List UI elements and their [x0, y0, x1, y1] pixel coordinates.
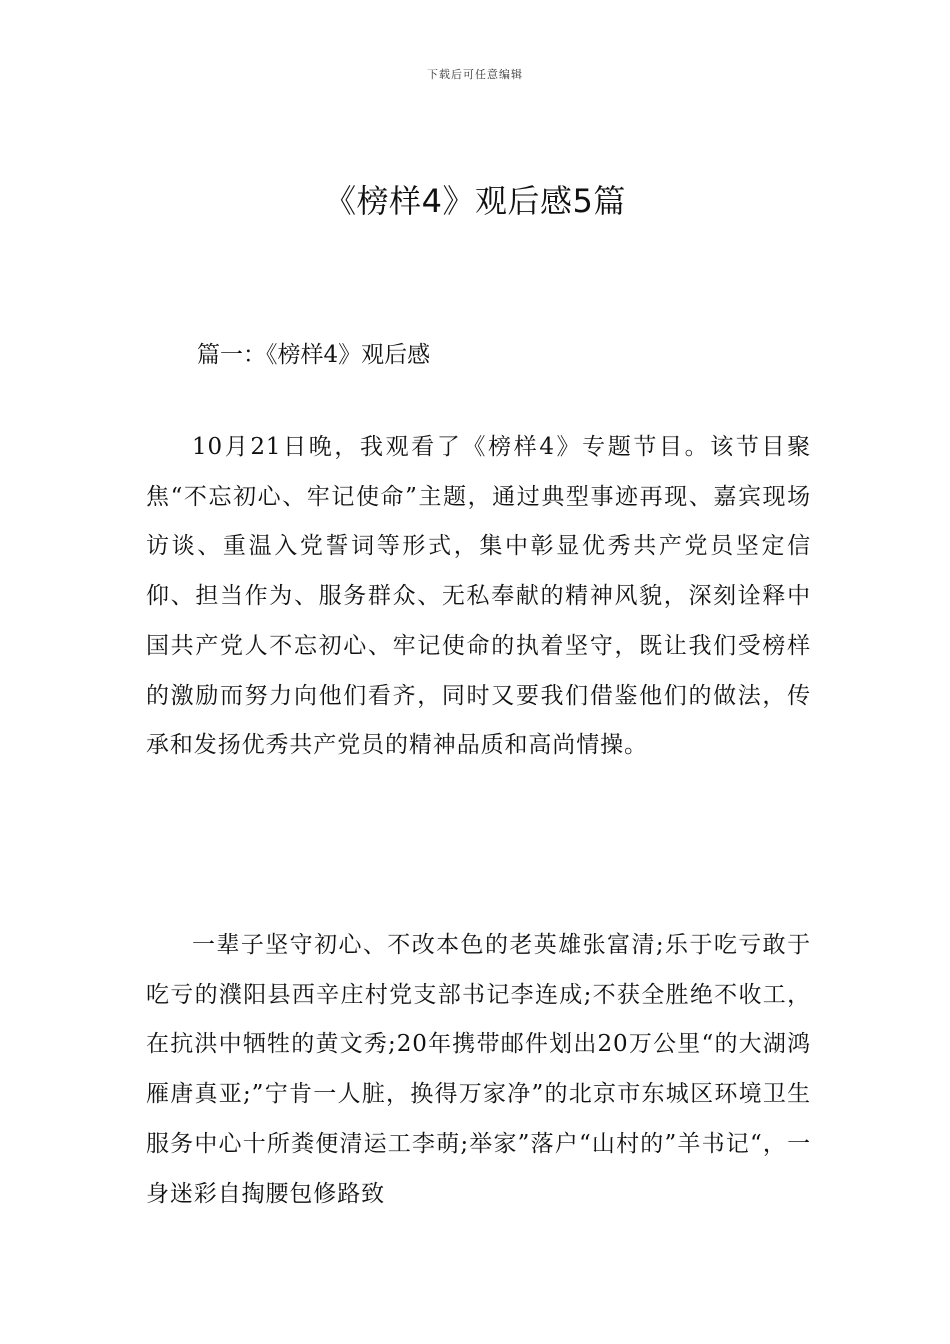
header-note: 下载后可任意编辑 — [427, 68, 523, 81]
document-title: 《榜样4》观后感5篇 — [324, 182, 626, 220]
section-heading: 篇一：《榜样4》观后感 — [197, 342, 431, 368]
body-paragraph: 10月21日晚，我观看了《榜样4》专题节目。该节目聚焦“不忘初心、牢记使命”主题，通过典型事迹再现、嘉宾现场访谈、重温入党誓词等形式，集中彰显优秀共产党员坚定信仰、担当作为、服务群众、无私奉献的精神风貌，深刻诠释中国共产党人不忘初心、牢记使命的执着坚守，既让我们受榜样的激励而努力向他们看齐，同时又要我们借鉴他们的做法，传承和发扬优秀共产党员的精神品质和高尚情操。 — [146, 434, 811, 759]
body-paragraph: 一辈子坚守初心、不改本色的老英雄张富清;乐于吃亏敢于吃亏的濮阳县西辛庄村党支部书记李连成;不获全胜绝不收工，在抗洪中牺牲的黄文秀;20年携带邮件划出20万公里“的大湖鸿雁唐真亚;”宁肯一人脏，换得万家净”的北京市东城区环境卫生服务中心十所粪便清运工李萌;举家”落户“山村的”羊书记“，一身迷彩自掏腰包修路致 — [146, 932, 811, 1207]
